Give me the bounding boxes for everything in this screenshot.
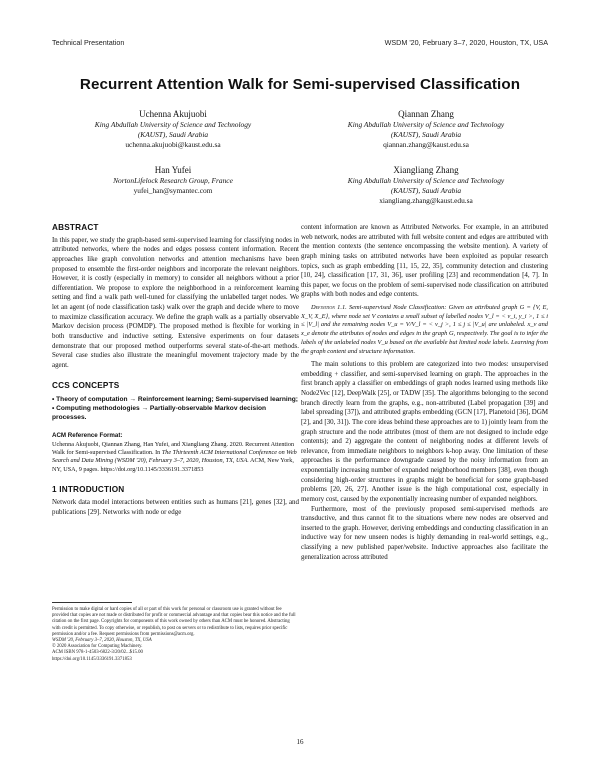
author-block	[48, 164, 298, 196]
author-name: Uchenna Akujuobi	[139, 109, 207, 119]
author-block	[301, 108, 551, 150]
body-paragraph: content information are known as Attributed Networks. For example, in an attributed web network, nodes are attributed with full website content and edges are attributed with the mention contexts (the sentence encompassing the website mention). A variety of graph mining tasks on attributed networks have been exploited as popular research topics, such as graph embedding [11, 15, 22, 35], community detection and clustering [10, 24], classification [17, 31, 36], user profiling [23] and recommendation [4, 7]. In this paper, we focus on the problem of semi-supervised node classification on attributed graphs with both nodes and edge contents.	[301, 223, 548, 299]
permission-text: Permission to make digital or hard copies of all or part of this work for personal or classroom use is granted without fee provided that copies are not made or distributed for profit or commercial advantage and that copies bear this notice and the full citation on the first page. Copyrights for components of this work owned by others than ACM must be honored. Abstracting with credit is permitted. To copy otherwise, or republish, to post on servers or to redistribute to lists, requires prior specific permission and/or a fee. Request permissions from permissions@acm.org.	[52, 607, 296, 637]
author-name: Qiannan Zhang	[398, 109, 454, 119]
author-affiliation: NortonLifelock Research Group, France	[113, 176, 233, 185]
introduction-heading: 1 INTRODUCTION	[52, 485, 125, 495]
paper-title: Recurrent Attention Walk for Semi-supervised Classification	[79, 76, 521, 93]
author-block	[48, 108, 298, 150]
body-paragraph: Furthermore, most of the previously proposed semi-supervised methods are transductive, and thus cannot fit to the situations where new nodes are observed and inserted to the graph. However, deriving embeddings and conducting classification in an inductive way for new unseen nodes is highly demanding in real-world settings, e.g., classifying a new published paper/website. Inductive approaches also facilitate the generalization across attributed	[301, 504, 548, 561]
author-affiliation: King Abdullah University of Science and Technology	[347, 120, 505, 129]
body-paragraph: The main solutions to this problem are categorized into two modes: unsupervised embedding + classifier, and semi-supervised learning on graph. The approaches in the first branch apply a classifier on embeddings of graph nodes learned using methods like Node2Vec [12], DeepWalk [25], or TADW [35]. The algorithms belonging to the second branch directly learn from the graphs, e.g., non-attributed (Label propagation [39] and label spreading [37]), and attributed graphs embedding (GCN [17], Planetoid [36], DGM [2], and [30, 31]). The core ideas behind these approaches are to 1) jointly learn from the graph structure and the node attributes (most of them are not designed to include edge contents); and 2) aggregate the content of neighboring nodes at different levels of relevance, from immediate neighbors to neighbors k-hop away. One limitation of these approaches is the performance downgrade caused by the noisy information from an exponentially increasing number of expanded neighborhood members [38], even though considering high-order structures in graphs might be beneficial for some graph-based problems [20, 26, 27]. Another issue is the high computational cost, especially in memory cost, caused by the exponentially increasing number of expanded neighbors.	[301, 360, 548, 503]
author-name: Han Yufei	[154, 165, 192, 175]
author-email: qiannan.zhang@kaust.edu.sa	[383, 139, 469, 149]
author-email: xiangliang.zhang@kaust.edu.sa	[379, 195, 473, 205]
reference-format-text	[52, 441, 299, 475]
author-block	[301, 164, 551, 206]
running-header-right: WSDM '20, February 3–7, 2020, Houston, TX, USA	[384, 38, 548, 47]
ccs-concepts: • Theory of computation → Reinforcement learning; Semi-supervised learning; • Computing methodologies → Partially-observable Markov decision processes.	[52, 396, 298, 421]
running-header-left: Technical Presentation	[52, 38, 125, 47]
permission-block	[52, 607, 299, 663]
author-affiliation: King Abdullah University of Science and Technology	[347, 176, 505, 185]
page-number: 16	[296, 738, 304, 746]
author-affiliation-2: (KAUST), Saudi Arabia	[137, 129, 209, 139]
author-affiliation: King Abdullah University of Science and Technology	[94, 120, 252, 129]
definition-text: Semi-supervised Node Classification: Given an attributed graph G = {V, E, X_V, X_E}, where node set V contains a small subset of labelled nodes V_l = < v_i, y_i >, 1 ≤ i ≤ |V_l| and the remaining nodes V_u = V/V_l = < v_j >, 1 ≤ j ≤ |V_u| are unlabeled. x_v and x_e denote the attributes of nodes and edges in the graph G, respectively. The goal is to infer the labels of the unlabeled nodes V_u based on the available but limited node labels. Learning from the graph content and structure information.	[301, 304, 548, 355]
permission-doi: https://doi.org/10.1145/3336191.3371853	[52, 656, 132, 662]
reference-format-heading: ACM Reference Format:	[52, 432, 123, 439]
left-column	[52, 223, 299, 517]
introduction-text: Network data model interactions between entities such as humans [21], genes [32], and publications [29]. Networks with node or edge	[52, 497, 299, 516]
definition-block	[301, 304, 548, 356]
permission-isbn: ACM ISBN 978-1-4503-6822-3/20/02...$15.00	[52, 650, 143, 656]
footnote-divider	[52, 602, 132, 603]
definition-label: Definition 1.1.	[311, 304, 347, 311]
author-affiliation-2: (KAUST), Saudi Arabia	[390, 129, 462, 139]
abstract-heading: ABSTRACT	[52, 223, 99, 232]
author-affiliation-2: (KAUST), Saudi Arabia	[390, 185, 462, 195]
reference-authors: Uchenna Akujuobi, Qiannan Zhang, Han Yufei, and Xiangliang Zhang. 2020. Recurrent Attention Walk for Semi-supervised Classification. In	[52, 440, 295, 457]
permission-venue: WSDM '20, February 3–7, 2020, Houston, TX, USA	[52, 638, 152, 644]
abstract-text: In this paper, we study the graph-based semi-supervised learning for classifying nodes in attributed networks, where the nodes and edges possess content information. Recent approaches like graph convolution networks and attention mechanisms have been proposed to ensemble the first-order neighbors and incorporate the relevant neighbors. However, it is costly (especially in memory) to consider all neighbors without a prior differentiation. We propose to explore the neighborhood in a reinforcement learning setting and find a walk path well-tuned for classifying the unlabelled target nodes. We let an agent (of node classification task) walk over the graph and decide where to move to maximize classification accuracy. We define the graph walk as a partially observable Markov decision process (POMDP). The proposed method is flexible for working in both transductive and inductive setting. Extensive experiments on four datasets demonstrate that our proposed method outperforms several state-of-the-art methods. Several case studies also illustrate the meaningful movement trajectory made by the agent.	[52, 235, 299, 369]
author-email: yufei_han@symantec.com	[133, 185, 213, 195]
reference-doi: ACM, New York, NY, USA, 9 pages. https://doi.org/10.1145/3336191.3371853	[52, 457, 294, 473]
author-email: uchenna.akujuobi@kaust.edu.sa	[125, 139, 221, 149]
permission-copyright: © 2020 Association for Computing Machinery.	[52, 644, 143, 650]
reference-venue: The Thirteenth ACM International Conference on Web Search and Data Mining (WSDM '20), February 3–7, 2020, Houston, TX, USA.	[52, 449, 297, 465]
author-name: Xiangliang Zhang	[393, 165, 459, 175]
ccs-heading: CCS CONCEPTS	[52, 381, 120, 391]
right-column	[301, 223, 548, 562]
